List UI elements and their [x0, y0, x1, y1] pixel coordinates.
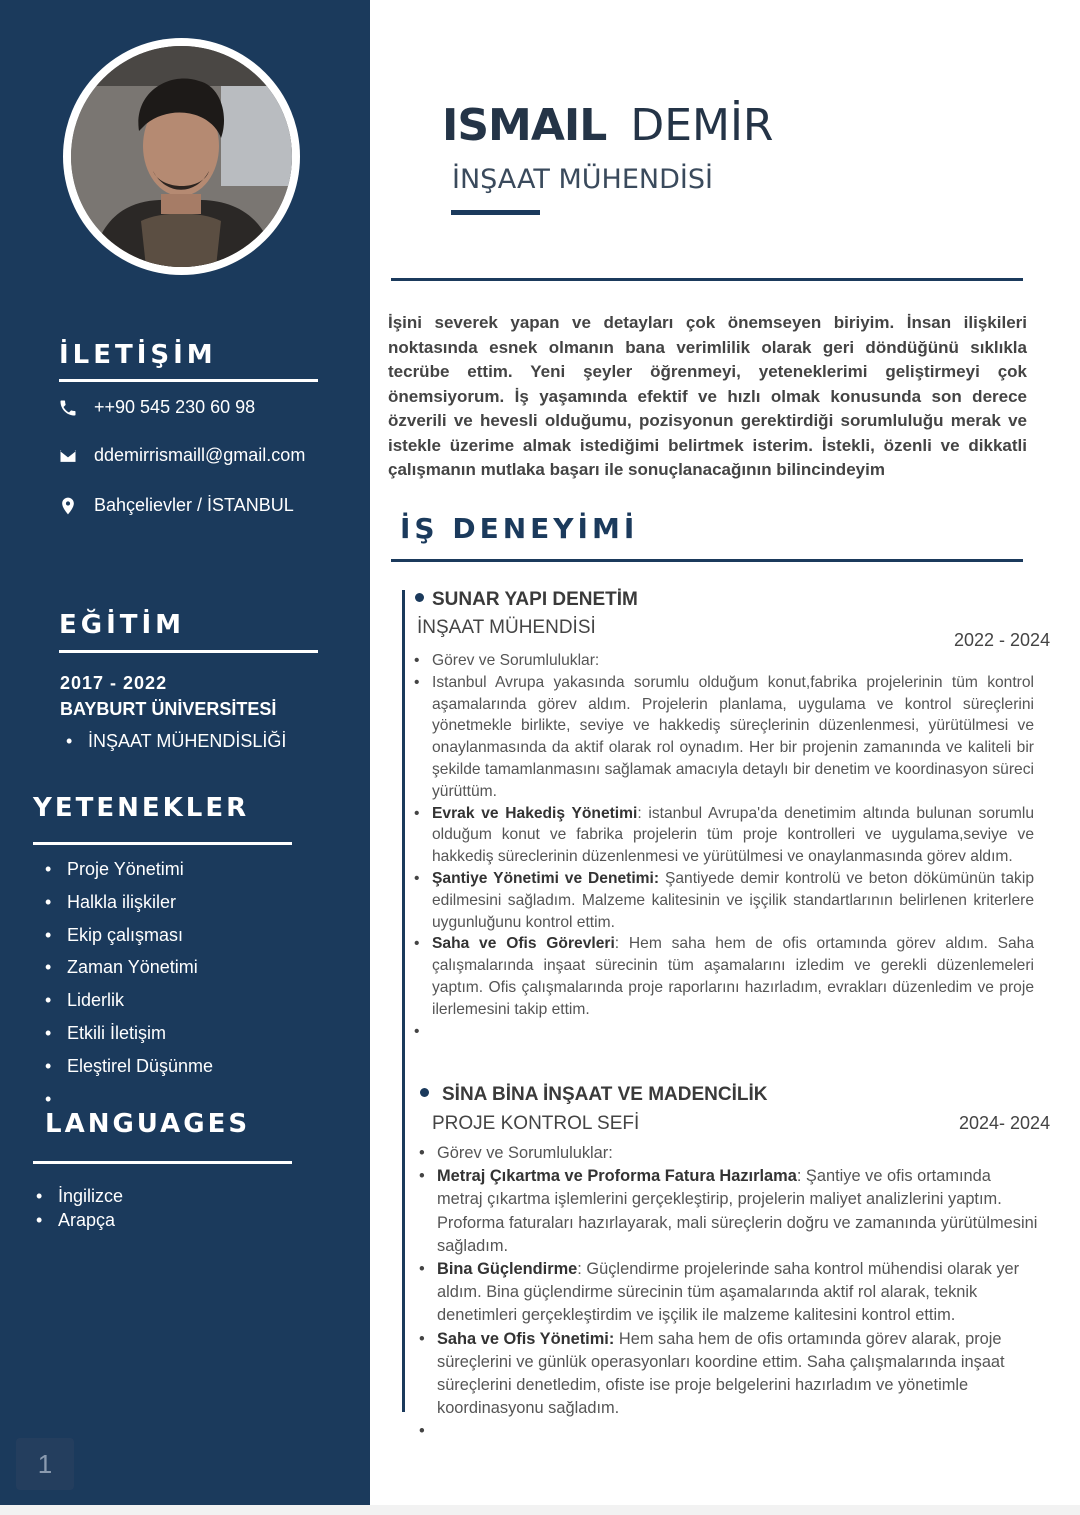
duty-item: • Saha ve Ofis Görevleri: Hem saha hem de ofis ortamında görev aldım. Saha çalışmalarında inşaat sürecinin tüm aşamalarını izledim ve gerekli düzenlemeleri yaptım. Ofis çalışmalarında proje raporlarını hazırladım, evrakları düzenledim ve proje ilerlemesini takip ettim. [414, 933, 1034, 1020]
education-heading: EĞİTİM [59, 610, 186, 640]
languages-divider [33, 1161, 292, 1164]
company-name: SİNA BİNA İNŞAAT VE MADENCİLİK [442, 1084, 768, 1105]
phone-icon [58, 398, 78, 418]
education-divider [59, 650, 318, 653]
duty-item-empty [419, 1420, 1039, 1443]
experience-heading: İŞ DENEYİMİ [400, 512, 639, 545]
duty-item: • Bina Güçlendirme: Güçlendirme projelerinde saha kontrol mühendisi olarak yer aldım. Bina güçlendirme sürecinin tüm aşamalarında aktif rol alarak, teknik denetimleri gerçekleştirdim ve işçilik ile malzeme kalitesini kontrol ettim. [419, 1258, 1039, 1328]
skills-divider [33, 842, 292, 845]
language-item: • Arapça [28, 1208, 123, 1232]
job-role: PROJE KONTROL SEFİ [432, 1113, 640, 1134]
job-title: İNŞAAT MÜHENDİSİ [452, 164, 713, 195]
page-bottom-edge [0, 1505, 1080, 1515]
job-company [420, 1084, 767, 1106]
education-school: BAYBURT ÜNİVERSİTESİ [60, 699, 277, 719]
skills-heading: YETENEKLER [33, 793, 250, 823]
profile-photo-image [71, 46, 292, 267]
skill-item: • Eleştirel Düşünme [37, 1050, 213, 1083]
contact-phone [58, 397, 255, 418]
sidebar [0, 0, 370, 1505]
job-company [415, 589, 638, 611]
experience-divider [391, 559, 1023, 562]
job-dates: 2024- 2024 [959, 1113, 1051, 1133]
contact-heading: İLETİŞİM [59, 340, 217, 370]
timeline-dot [420, 1088, 429, 1097]
company-name: SUNAR YAPI DENETİM [432, 589, 638, 610]
contact-divider [59, 379, 318, 382]
title-accent-bar [451, 210, 540, 215]
last-name: DEMİR [630, 100, 774, 151]
education-years: 2017 - 2022 [60, 673, 168, 693]
experience-timeline [402, 590, 405, 1412]
skill-item: • Zaman Yönetimi [37, 951, 213, 984]
location-pin-icon [58, 496, 78, 516]
job-role: İNŞAAT MÜHENDİSİ [417, 617, 596, 638]
skill-item: • Halkla ilişkiler [37, 886, 213, 919]
education-department: • İNŞAAT MÜHENDİSLİĞİ [58, 731, 286, 752]
duties-label: • Görev ve Sorumluluklar: [419, 1142, 1039, 1165]
profile-summary: İşini severek yapan ve detayları çok önemseyen biriyim. İnsan ilişkileri noktasında esnek olmanın bana verimlilik olarak geri döndüğünü sıklıkla tecrübe ettim. Yeni şeyler öğrenmeyi, yeteneklerimi geliştirmeyi çok önemsiyorum. İş yaşamında efektif ve hızlı olmak konusunda son derece özverili ve hevesli olduğumu, pozisyonun gerektirdiği sorumluluğu merak ve istekle üzerime almak istediğimi belirtmek isterim. İstekli, özenli ve dikkatli çalışmanın mutlaka başarı ile sonuçlanacağının bilincindeyim [388, 313, 1027, 479]
profile-photo-frame [63, 38, 300, 275]
duty-item: • Evrak ve Hakediş Yönetimi: istanbul Avrupa'da denetimim altında bulunan sorumlu olduğum konut ve fabrika projelerin tüm proje kontrolleri ve uygulama,seviye ve hakkediş süreclerinin düzenlenmesi ve yürütülmesi ve onaylanmasında görev aldım. [414, 803, 1034, 868]
profile-photo [71, 46, 292, 267]
duty-item: • Saha ve Ofis Yönetimi: Hem saha hem de ofis ortamında görev alarak, proje süreçlerini ve günlük operasyonları koordine ettim. Saha çalışmalarında inşaat süreçlerini denetledim, ofiste ise proje belgelerini hazırladım ve yönetimle koordinasyonu sağladım. [419, 1328, 1039, 1421]
email-address[interactable]: ddemirrismaill@gmail.com [94, 445, 306, 465]
duties-label: • Görev ve Sorumluluklar: [414, 650, 1034, 672]
skills-list [37, 853, 213, 1108]
first-name: ISMAIL [442, 100, 607, 151]
skill-item: • Ekip çalışması [37, 919, 213, 952]
page-number-badge: 1 [16, 1438, 74, 1490]
duty-item: • Şantiye Yönetimi ve Denetimi: Şantiyede demir kontrolü ve beton dökümünün takip edilmesini sağladım. Malzeme kalitesinin ve işçilik standartlarının belirlenen kriterlere uygunluğunu kontrol ettim. [414, 868, 1034, 933]
education-department-list [58, 731, 286, 752]
phone-number[interactable]: ++90 545 230 60 98 [94, 397, 256, 417]
job-duties [414, 650, 1034, 1043]
contact-location [58, 495, 294, 516]
skill-item: • Proje Yönetimi [37, 853, 213, 886]
timeline-dot [415, 593, 424, 602]
languages-list [28, 1184, 123, 1232]
contact-email [58, 445, 305, 466]
skill-item [37, 1083, 213, 1108]
location-text: Bahçelievler / İSTANBUL [94, 495, 294, 515]
full-name [442, 100, 774, 151]
language-item: • İngilizce [28, 1184, 123, 1208]
skill-item: • Etkili İletişim [37, 1017, 213, 1050]
duty-item: • Metraj Çıkartma ve Proforma Fatura Hazırlama: Şantiye ve ofis ortamında metraj çıkartma işlemlerini gerçekleştirip, projelerin maliyet analizlerini yaptım. Proforma faturaları hazırlayarak, mali süreçlerin doğru ve zamanında yürütülmesini sağladım. [419, 1165, 1039, 1258]
mail-icon [58, 446, 78, 466]
header-divider [391, 278, 1023, 281]
languages-heading: LANGUAGES [45, 1109, 251, 1139]
duty-item-empty [414, 1021, 1034, 1043]
skill-item: • Liderlik [37, 984, 213, 1017]
job-duties [419, 1142, 1039, 1443]
duty-item: • Istanbul Avrupa yakasında sorumlu olduğum konut,fabrika projelerinin tüm kontrol aşamalarında görev aldım. Projelerin planlama, uygulama ve kontrol süreçlerini yönetmekle birlikte, seviye ve hakkediş süreçlerinin düzenlenmesi, yürütülmesi ve onaylanmasında da aktif olarak rol oynadım. Her bir projenin zamanında ve kaliteli bir şekilde tamamlanmasını sağlamak amacıyla detaylı bir denetim ve koordinasyon süreci yürüttüm. [414, 672, 1034, 803]
job-dates: 2022 - 2024 [954, 630, 1051, 650]
